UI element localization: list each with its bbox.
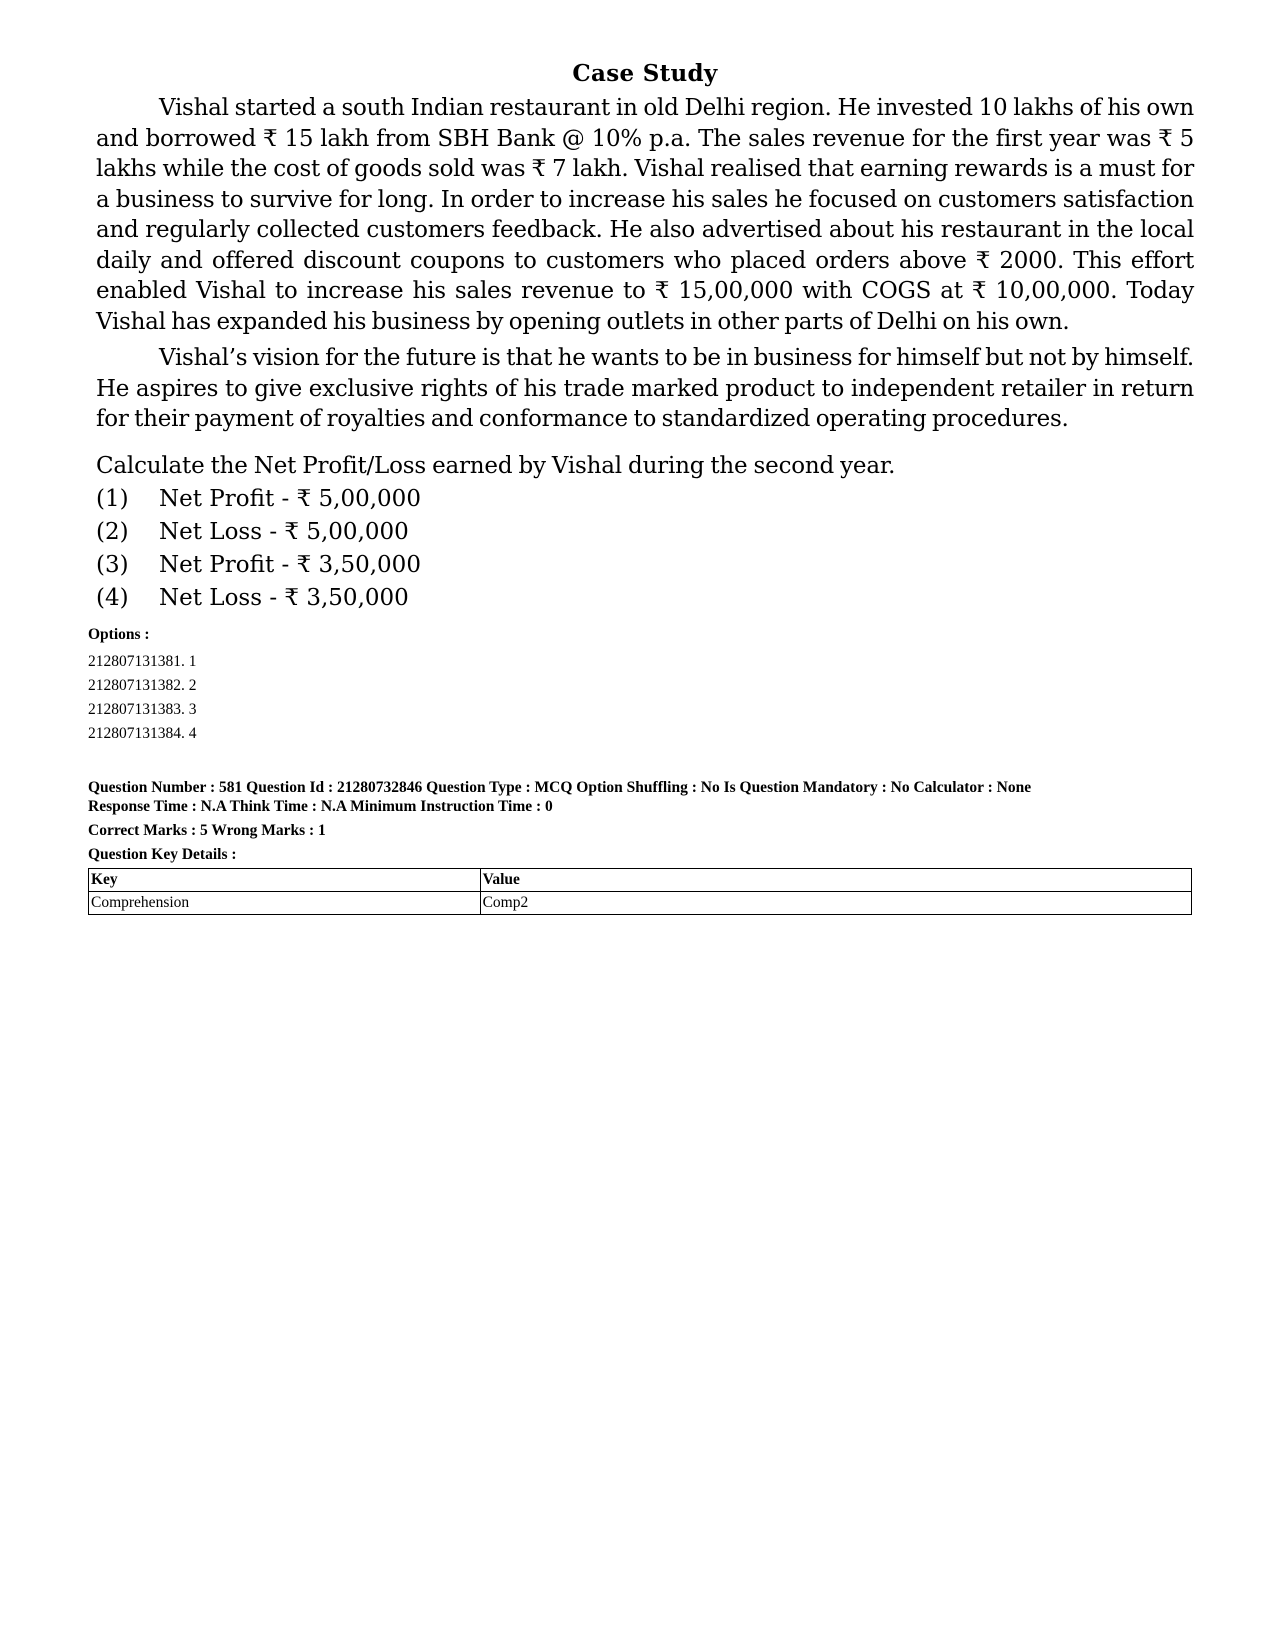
- options-label: Options :: [88, 626, 150, 643]
- answer-choice-text: Net Loss - ₹ 5,00,000: [159, 518, 409, 545]
- case-study-block: [96, 60, 1194, 615]
- answer-choice: [96, 549, 1194, 582]
- case-paragraph-1: Vishal started a south Indian restaurant in old Delhi region. He invested 10 lakhs of his own and borrowed ₹ 15 lakh from SBH Bank @ 10% p.a. The sales revenue for the first year was ₹ 5 lakhs while the cost of goods sold was ₹ 7 lakh. Vishal realised that earning rewards is a must for a business to survive for long. In order to increase his sales he focused on customers satisfaction and regularly collected customers feedback. He also advertised about his restaurant in the local daily and offered discount coupons to customers who placed orders above ₹ 2000. This effort enabled Vishal to increase his sales revenue to ₹ 15,00,000 with COGS at ₹ 10,00,000. Today Vishal has expanded his business by opening outlets in other parts of Delhi on his own.: [96, 95, 1194, 335]
- table-header-key: Key: [89, 869, 481, 892]
- option-id: 212807131384. 4: [88, 725, 197, 742]
- answer-choice-number: (2): [96, 518, 129, 545]
- answer-choice-text: Net Loss - ₹ 3,50,000: [159, 584, 409, 611]
- answer-choice-number: (1): [96, 485, 129, 512]
- question-meta-block: [88, 626, 1192, 915]
- question-info-line-2: Response Time : N.A Think Time : N.A Minimum Instruction Time : 0: [88, 797, 553, 815]
- table-cell-key: Comprehension: [89, 892, 481, 915]
- table-header-value: Value: [480, 869, 1191, 892]
- key-details-table: [88, 868, 1192, 915]
- option-id: 212807131382. 2: [88, 677, 197, 694]
- answer-choice: [96, 483, 1194, 516]
- marks-info: Correct Marks : 5 Wrong Marks : 1: [88, 822, 326, 839]
- answer-choice-text: Net Profit - ₹ 3,50,000: [159, 551, 421, 578]
- case-paragraph-2: Vishal’s vision for the future is that he wants to be in business for himself but not by himself. He aspires to give exclusive rights of his trade marked product to independent retailer in return for their payment of royalties and conformance to standardized operating procedures.: [96, 345, 1194, 432]
- key-details-label: Question Key Details :: [88, 846, 237, 863]
- case-study-title: Case Study: [572, 60, 718, 87]
- question-text: Calculate the Net Profit/Loss earned by Vishal during the second year.: [96, 452, 896, 479]
- option-id: 212807131383. 3: [88, 701, 197, 718]
- answer-choice-number: (3): [96, 551, 129, 578]
- table-row: [89, 892, 1192, 915]
- answer-choices: [96, 483, 1194, 615]
- question-info-line-1: Question Number : 581 Question Id : 21280732846 Question Type : MCQ Option Shuffling : No Is Question Mandatory : No Calculator : None: [88, 779, 1032, 796]
- answer-choice-number: (4): [96, 584, 129, 611]
- table-cell-value: Comp2: [480, 892, 1191, 915]
- answer-choice: [96, 516, 1194, 549]
- answer-choice-text: Net Profit - ₹ 5,00,000: [159, 485, 421, 512]
- option-id: 212807131381. 1: [88, 653, 197, 670]
- answer-choice: [96, 582, 1194, 615]
- question-info: [88, 779, 1192, 816]
- table-header-row: [89, 869, 1192, 892]
